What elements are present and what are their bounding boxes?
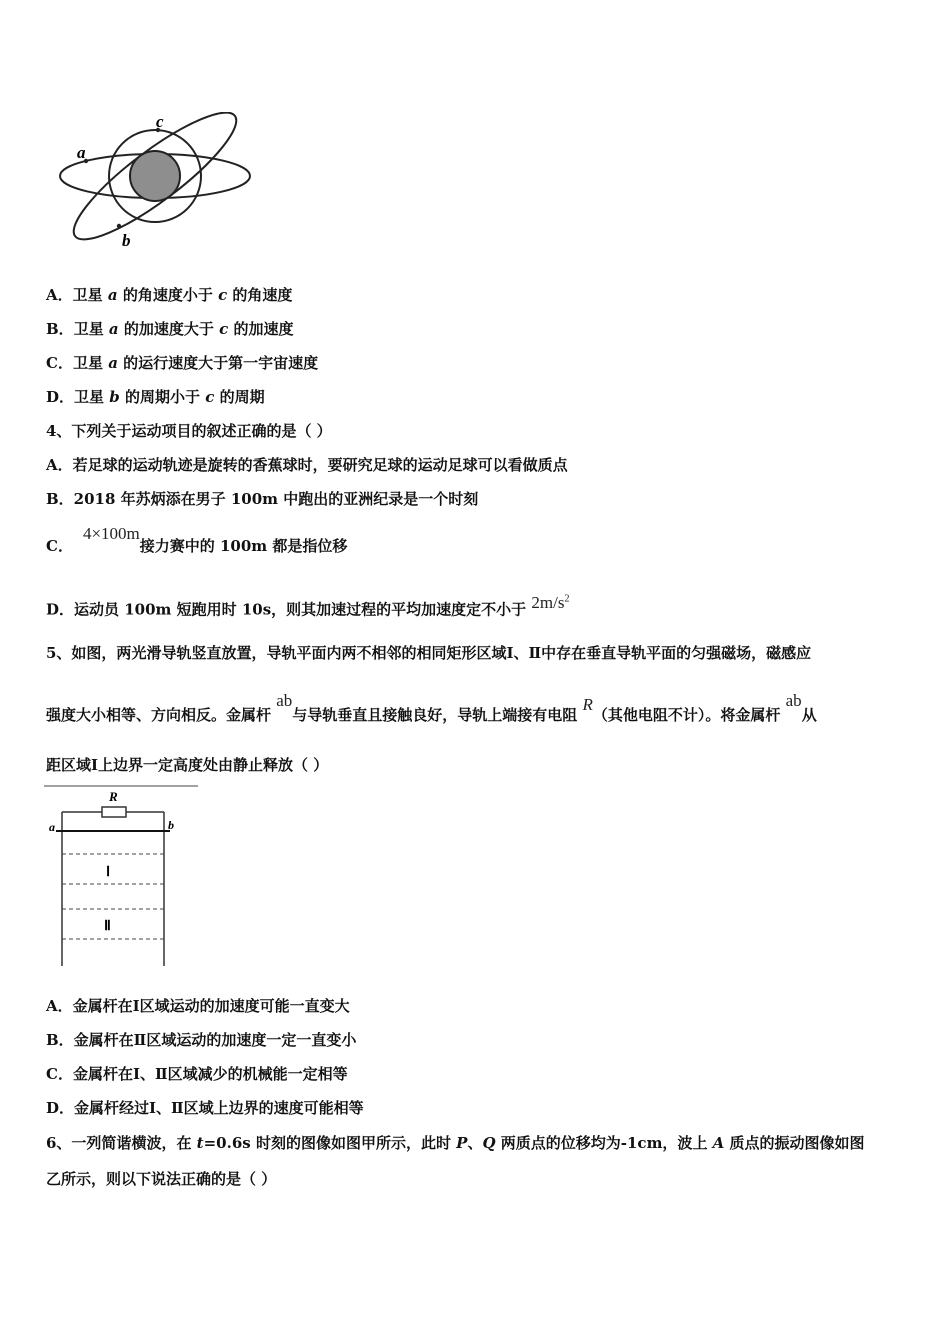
q4-option-a: A．若足球的运动轨迹是旋转的香蕉球时，要研究足球的运动足球可以看做质点 [46,456,568,474]
resistor [102,807,126,817]
label-b: b [122,231,131,250]
q5-option-d: D．金属杆经过Ⅰ、Ⅱ区域上边界的速度可能相等 [46,1099,364,1117]
q5-option-b: B．金属杆在Ⅱ区域运动的加速度一定一直变小 [46,1031,357,1049]
q3-option-b: B．卫星 a 的加速度大于 c 的加速度 [46,320,294,338]
q4-d-math: $2m/s^2$ [531,592,570,612]
q4-stem: 4、下列关于运动项目的叙述正确的是（ ） [46,422,332,440]
q3-option-c: C．卫星 a 的运行速度大于第一宇宙速度 [46,354,319,372]
resistor-label: R [109,789,118,804]
q3-option-a: A．卫星 a 的角速度小于 c 的角速度 [46,286,293,304]
label-c: c [156,112,164,131]
q5-stem-line2: 强度大小相等、方向相反。金属杆 ab与导轨垂直且接触良好，导轨上端接有电阻 R（其他电阻不计）。将金属杆 ab从 [46,691,817,724]
satellite-b-dot [117,224,121,228]
label-a: a [77,143,86,162]
q6-stem-line2: 乙所示，则以下说法正确的是（ ） [46,1170,277,1188]
q4-c-math: 4×100m [82,524,140,543]
q4-option-b: B．2018 年苏炳添在男子 100m 中跑出的亚洲纪录是一个时刻 [46,490,479,508]
rod-label-b: b [168,818,174,832]
q5-stem-line1: 5、如图，两光滑导轨竖直放置，导轨平面内两不相邻的相同矩形区域Ⅰ、Ⅱ中存在垂直导轨平面的匀强磁场，磁感应 [46,644,812,662]
region2-label: Ⅱ [104,919,111,934]
q3-option-d: D．卫星 b 的周期小于 c 的周期 [46,388,265,406]
region1-label: Ⅰ [106,865,111,880]
q4-option-c: C．4×100m接力赛中的 100m 都是指位移 [46,524,348,555]
q4-option-d: D．运动员 100m 短跑用时 10s，则其加速过程的平均加速度定不小于 $2m/s^2$ [46,592,570,619]
q6-stem-line1: 6、一列简谐横波，在 t=0.6s 时刻的图像如图甲所示，此时 P、Q 两质点的位移均为-1cm，波上 A 质点的振动图像如图 [46,1134,865,1152]
rail-figure [44,784,204,969]
orbit-figure [55,112,260,252]
rod-label-a: a [49,820,55,834]
q5-option-c: C．金属杆在Ⅰ、Ⅱ区域减少的机械能一定相等 [46,1065,348,1083]
q5-option-a: A．金属杆在Ⅰ区域运动的加速度可能一直变大 [46,997,350,1015]
q5-stem-line3: 距区域Ⅰ上边界一定高度处由静止释放（ ） [46,756,329,774]
earth [130,151,180,201]
